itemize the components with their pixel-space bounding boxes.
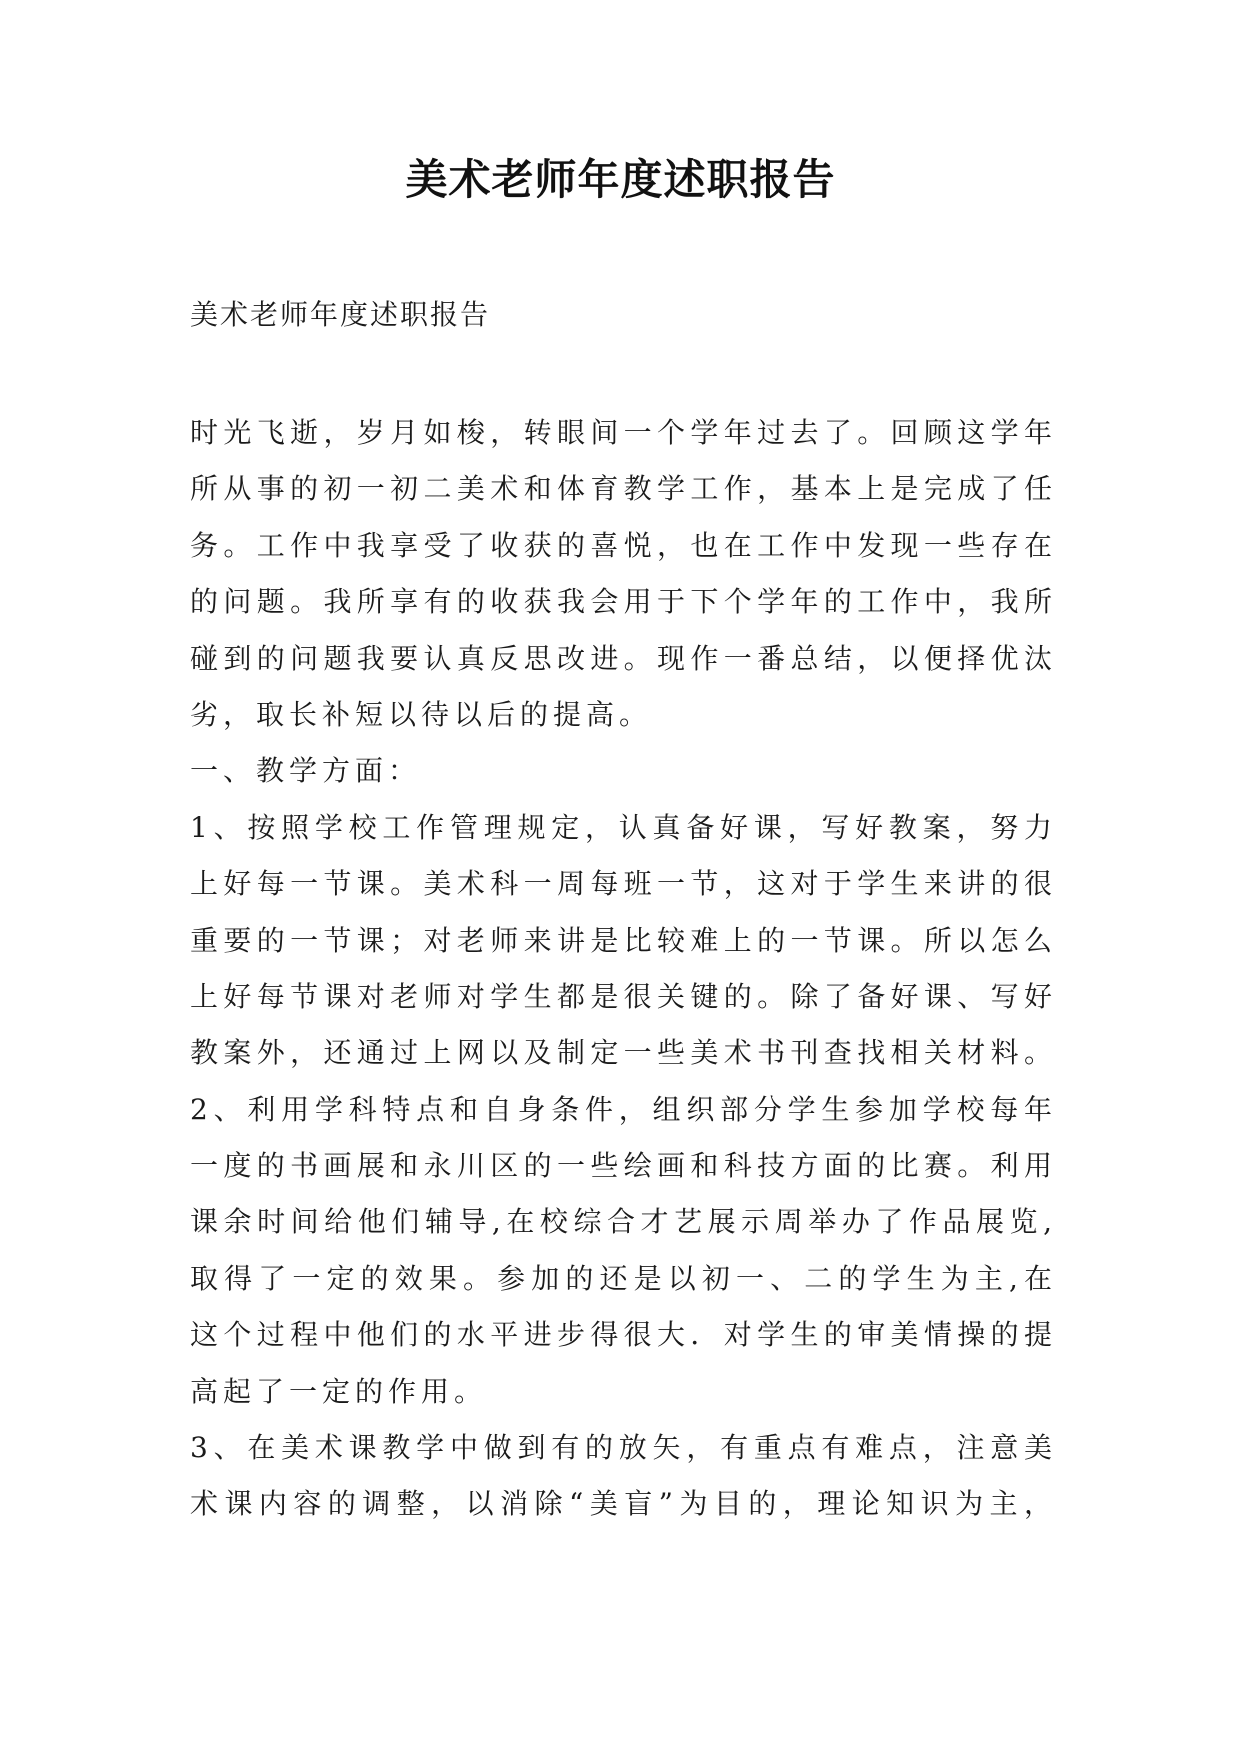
body-line: 高起了一定的作用。 [190, 1374, 488, 1408]
body-line: 的问题。我所享有的收获我会用于下个学年的工作中，我所 [190, 585, 1052, 619]
body-line: 所从事的初一初二美术和体育教学工作，基本上是完成了任 [190, 472, 1052, 506]
body-line: 2、利用学科特点和自身条件，组织部分学生参加学校每年 [190, 1092, 1052, 1126]
document-title: 美术老师年度述职报告 [405, 155, 836, 204]
document-subtitle: 美术老师年度述职报告 [190, 298, 491, 331]
section-heading: 一、教学方面： [190, 754, 422, 788]
document-body [190, 405, 1052, 1533]
body-line: 重要的一节课；对老师来讲是比较难上的一节课。所以怎么 [190, 923, 1052, 957]
body-line: 教案外，还通过上网以及制定一些美术书刊查找相关材料。 [190, 1036, 1052, 1070]
body-line: 课余时间给他们辅导,在校综合才艺展示周举办了作品展览, [190, 1205, 1052, 1239]
body-line: 这个过程中他们的水平进步得很大．对学生的审美情操的提 [190, 1318, 1052, 1352]
body-line: 一度的书画展和永川区的一些绘画和科技方面的比赛。利用 [190, 1149, 1052, 1183]
body-line: 3、在美术课教学中做到有的放矢，有重点有难点，注意美 [190, 1431, 1052, 1465]
body-line: 上好每节课对老师对学生都是很关键的。除了备好课、写好 [190, 979, 1052, 1013]
body-line: 务。工作中我享受了收获的喜悦，也在工作中发现一些存在 [190, 528, 1052, 562]
body-line: 1、按照学校工作管理规定，认真备好课，写好教案，努力 [190, 810, 1052, 844]
body-line: 时光飞逝，岁月如梭，转眼间一个学年过去了。回顾这学年 [190, 416, 1052, 449]
body-line: 碰到的问题我要认真反思改进。现作一番总结，以便择优汰 [190, 641, 1052, 675]
body-line: 劣，取长补短以待以后的提高。 [190, 697, 653, 731]
body-line: 上好每一节课。美术科一周每班一节，这对于学生来讲的很 [190, 867, 1052, 901]
body-line: 术课内容的调整，以消除“美盲”为目的，理论知识为主， [190, 1487, 1052, 1521]
body-line: 取得了一定的效果。参加的还是以初一、二的学生为主,在 [190, 1261, 1052, 1295]
